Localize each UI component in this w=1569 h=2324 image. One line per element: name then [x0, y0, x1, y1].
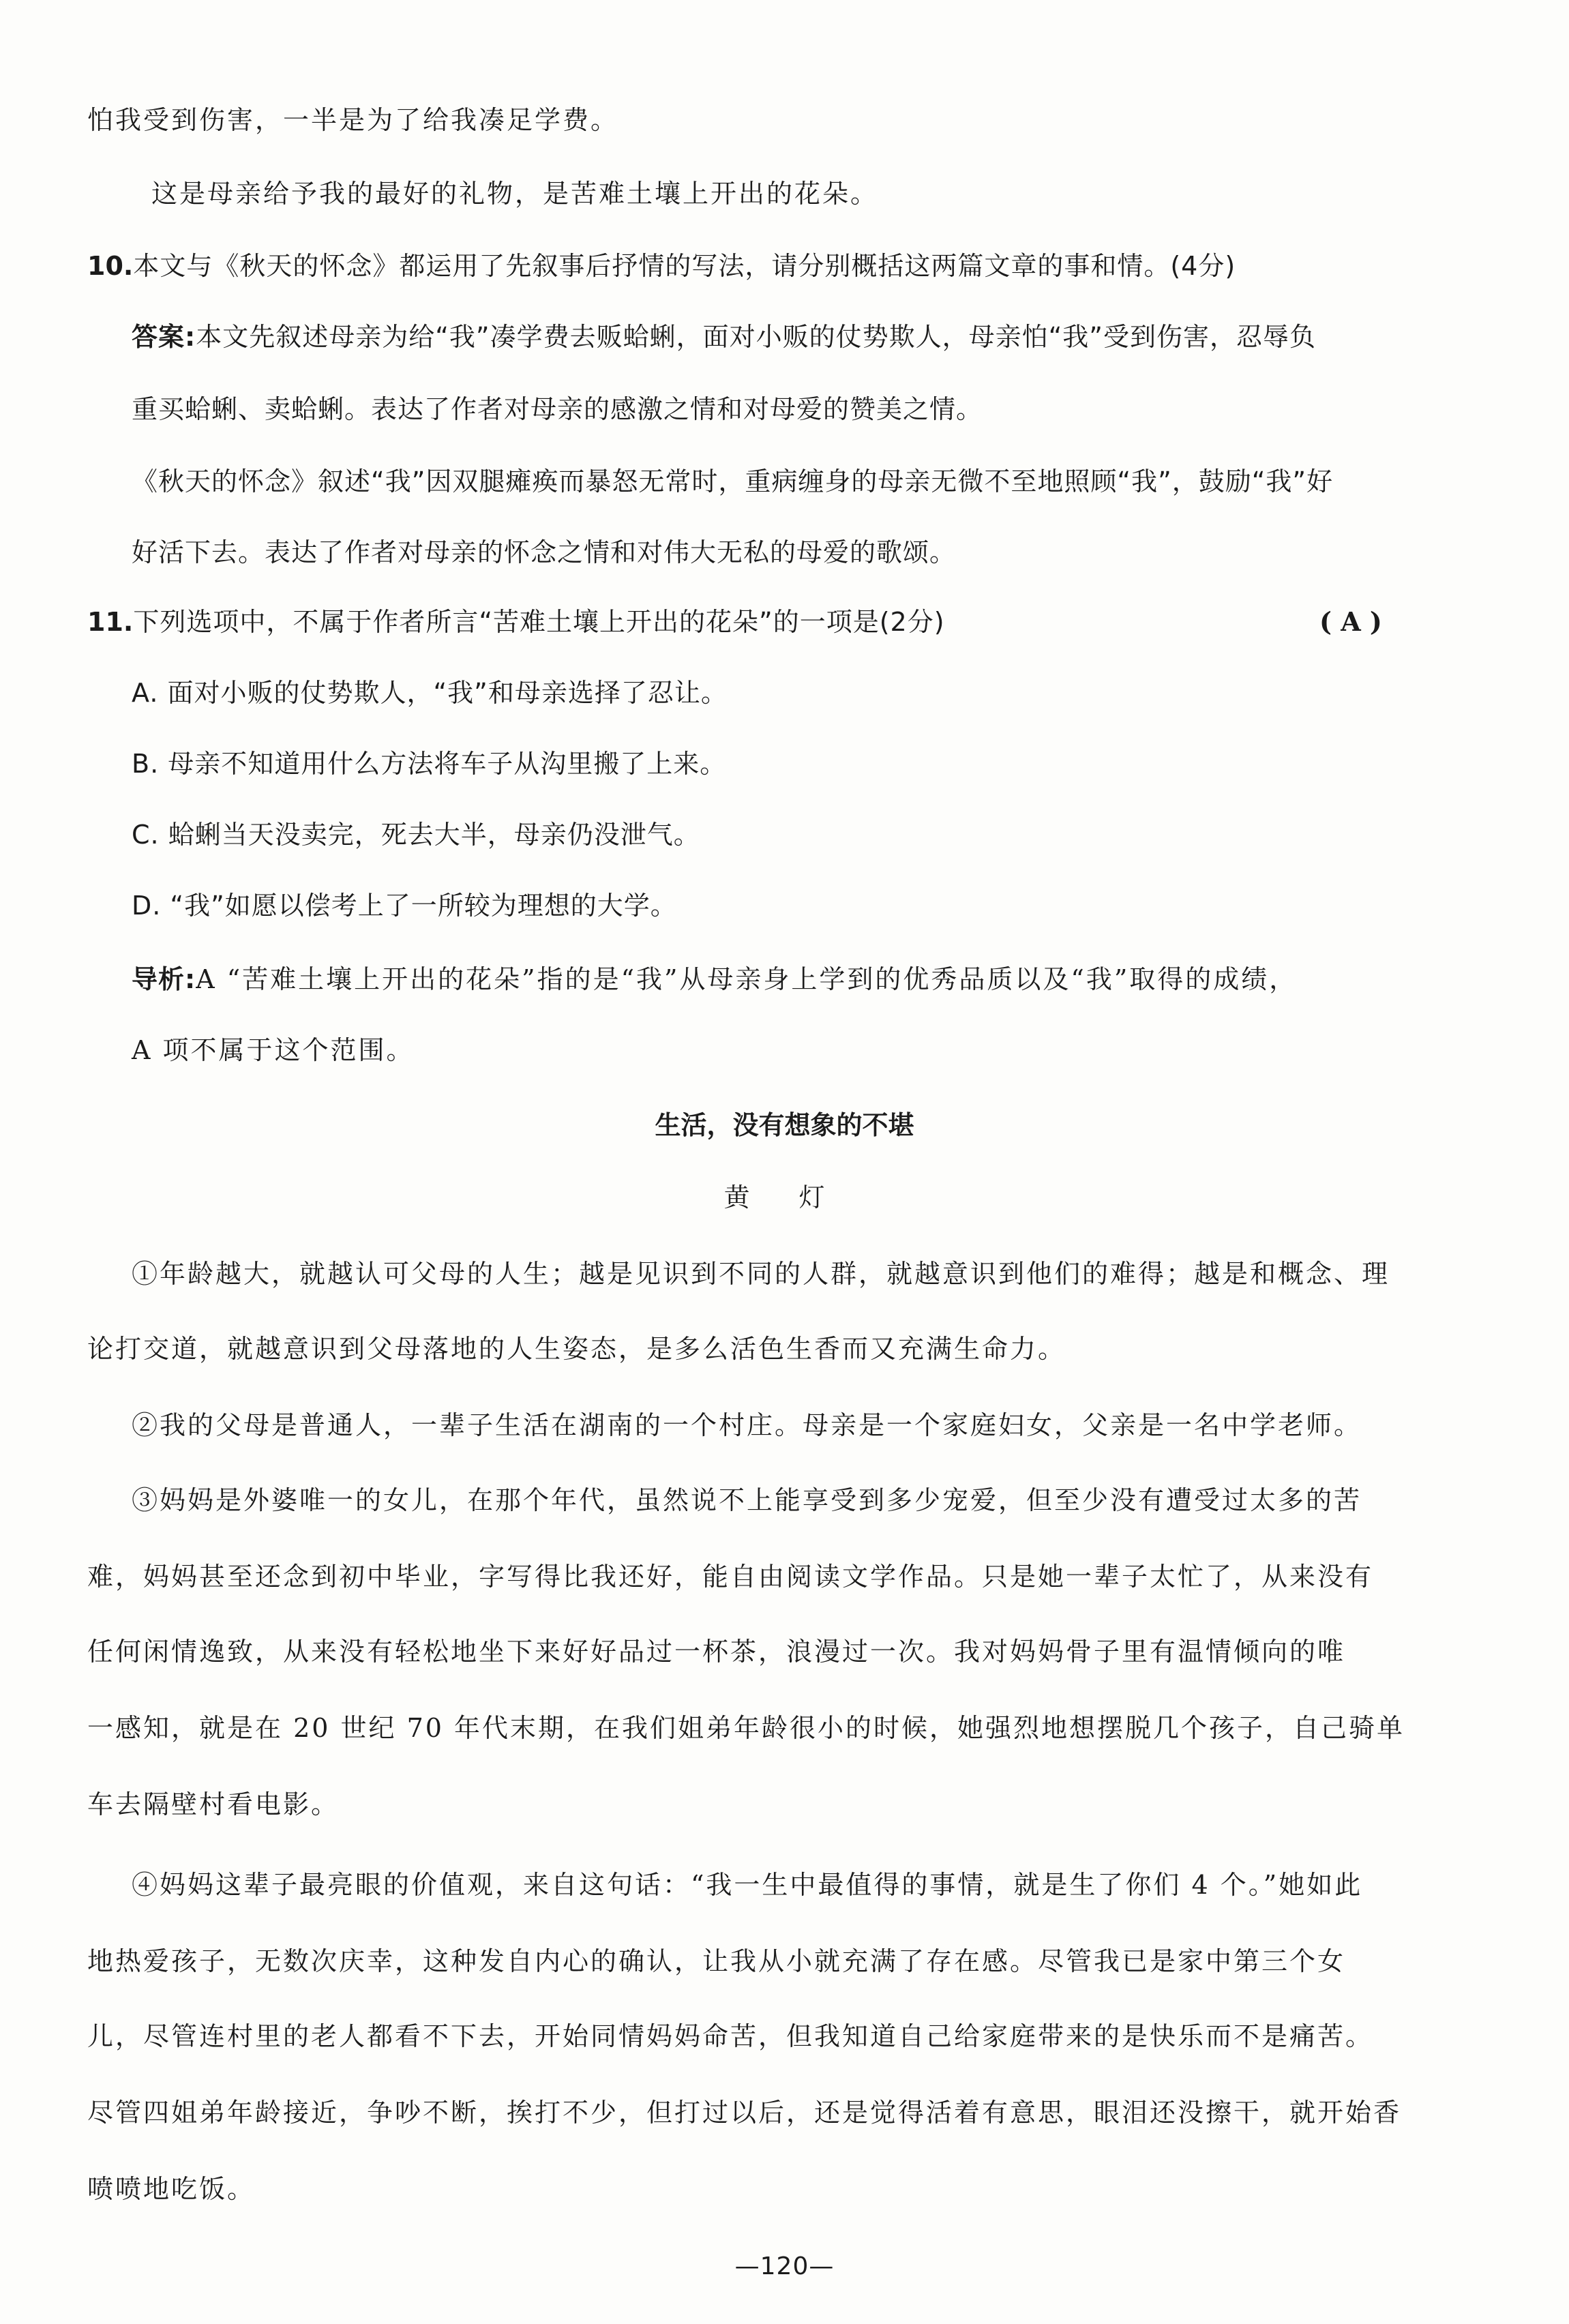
guide-label: 导析: — [132, 964, 196, 994]
paragraph-3-line-4: 一感知，就是在 20 世纪 70 年代末期，在我们姐弟年龄很小的时候，她强烈地想摆脱几个孩子，自己骑单 — [87, 1713, 1405, 1743]
answer-line-2: 重买蛤蜊、卖蛤蜊。表达了作者对母亲的感激之情和对母爱的赞美之情。 — [132, 394, 983, 424]
option-b: B. 母亲不知道用什么方法将车子从沟里搬了上来。 — [132, 749, 727, 779]
page-number: —120— — [734, 2252, 835, 2280]
guide-text: A “苦难土壤上开出的花朵”指的是“我”从母亲身上学到的优秀品质以及“我”取得的成绩， — [196, 964, 1298, 994]
question-text: 下列选项中，不属于作者所言“苦难土壤上开出的花朵”的一项是(2分) — [133, 607, 945, 637]
answer-line-3: 《秋天的怀念》叙述“我”因双腿瘫痪而暴怒无常时，重病缠身的母亲无微不至地照顾“我”，鼓励“我”好 — [132, 466, 1334, 496]
answer-line-1 — [132, 321, 1316, 353]
article-title: 生活，没有想象的不堪 — [655, 1110, 914, 1140]
paragraph-4-line-1: ④妈妈这辈子最亮眼的价值观，来自这句话：“我一生中最值得的事情，就是生了你们 4 个。”她如此 — [132, 1870, 1363, 1900]
answer-label: 答案: — [132, 322, 196, 352]
paragraph-3-line-1: ③妈妈是外婆唯一的女儿，在那个年代，虽然说不上能享受到多少宠爱，但至少没有遭受过太多的苦 — [132, 1485, 1362, 1515]
option-c: C. 蛤蜊当天没卖完，死去大半，母亲仍没泄气。 — [132, 820, 700, 850]
guide-line-1 — [132, 963, 1297, 996]
answer-text: 本文先叙述母亲为给“我”凑学费去贩蛤蜊，面对小贩的仗势欺人，母亲怕“我”受到伤害，忍辱负 — [196, 322, 1316, 352]
question-number: 10. — [87, 251, 134, 281]
paragraph-3-line-5: 车去隔壁村看电影。 — [87, 1789, 340, 1819]
question-10 — [87, 250, 1478, 282]
answer-line-4: 好活下去。表达了作者对母亲的怀念之情和对伟大无私的母爱的歌颂。 — [132, 537, 957, 567]
guide-line-2: A 项不属于这个范围。 — [132, 1035, 415, 1065]
question-text: 本文与《秋天的怀念》都运用了先叙事后抒情的写法，请分别概括这两篇文章的事和情。(4分) — [133, 251, 1236, 281]
passage-line-2: 这是母亲给予我的最好的礼物，是苦难土壤上开出的花朵。 — [151, 179, 879, 209]
paragraph-3-line-2: 难，妈妈甚至还念到初中毕业，字写得比我还好，能自由阅读文学作品。只是她一辈子太忙了，从来没有 — [87, 1562, 1374, 1592]
paragraph-4-line-3: 儿，尽管连村里的老人都看不下去，开始同情妈妈命苦，但我知道自己给家庭带来的是快乐而不是痛苦。 — [87, 2021, 1374, 2051]
paragraph-4-line-5: 喷喷地吃饭。 — [87, 2174, 256, 2204]
paragraph-2-line-1: ②我的父母是普通人，一辈子生活在湖南的一个村庄。母亲是一个家庭妇女，父亲是一名中学老师。 — [132, 1410, 1362, 1440]
article-author: 黄 灯 — [723, 1182, 846, 1212]
paragraph-4-line-4: 尽管四姐弟年龄接近，争吵不断，挨打不少，但打过以后，还是觉得活着有意思，眼泪还没擦干，就开始香 — [87, 2098, 1402, 2128]
paragraph-4-line-2: 地热爱孩子，无数次庆幸，这种发自内心的确认，让我从小就充满了存在感。尽管我已是家中第三个女 — [87, 1946, 1346, 1976]
paragraph-3-line-3: 任何闲情逸致，从来没有轻松地坐下来好好品过一杯茶，浪漫过一次。我对妈妈骨子里有温情倾向的唯 — [87, 1637, 1346, 1667]
option-a: A. 面对小贩的仗势欺人，“我”和母亲选择了忍让。 — [132, 678, 728, 708]
answer-bracket: ( A ) — [1319, 606, 1382, 637]
passage-line-1: 怕我受到伤害，一半是为了给我凑足学费。 — [87, 105, 619, 135]
question-number: 11. — [87, 607, 134, 637]
question-11 — [87, 606, 945, 638]
paragraph-1-line-1: ①年龄越大，就越认可父母的人生；越是见识到不同的人群，就越意识到他们的难得；越是和概念、理 — [132, 1259, 1390, 1289]
option-d: D. “我”如愿以偿考上了一所较为理想的大学。 — [132, 891, 677, 921]
paragraph-1-line-2: 论打交道，就越意识到父母落地的人生姿态，是多么活色生香而又充满生命力。 — [87, 1334, 1066, 1364]
